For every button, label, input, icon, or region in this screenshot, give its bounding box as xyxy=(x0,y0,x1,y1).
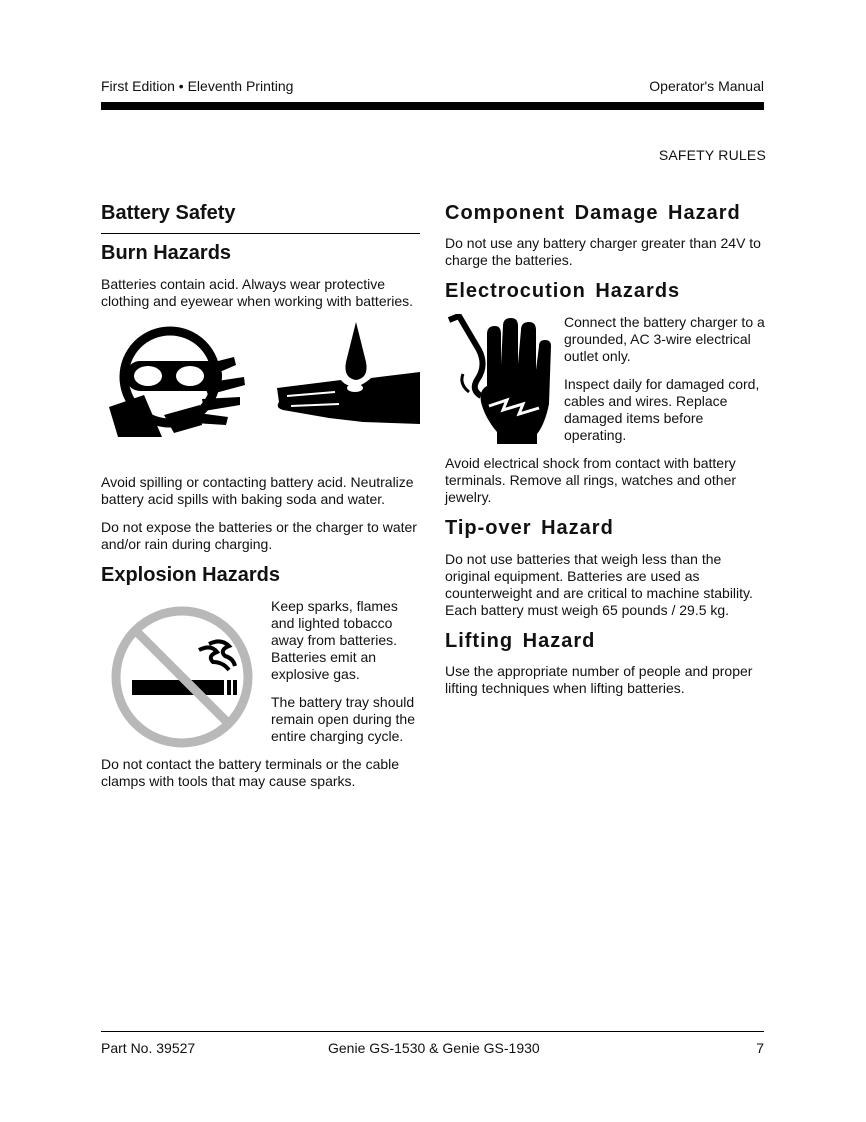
burn-paragraph-2 xyxy=(101,519,421,553)
burn-hazards-heading: Burn Hazards xyxy=(101,242,232,264)
acid-drop-hand-icon xyxy=(277,322,422,427)
lifting-body xyxy=(445,663,767,697)
explosion-side-1 xyxy=(271,598,421,683)
component-damage-body xyxy=(445,235,767,269)
tipover-text: Do not use batteries that weigh less than the original equipment. Batteries are used as counterweight and are critical to machine stability. Each battery must weigh 65 pounds / 29.5 kg. xyxy=(445,551,753,618)
explosion-side-1-text: Keep sparks, flames and lighted tobacco away from batteries. Batteries emit an explosive gas. xyxy=(271,598,398,682)
section-tag: SAFETY RULES xyxy=(658,147,766,163)
battery-safety-title-block xyxy=(101,202,421,234)
header-rule xyxy=(101,102,764,110)
tipover-section xyxy=(445,517,767,540)
electrocution-side-2 xyxy=(564,376,768,444)
explosion-side-2-text: The battery tray should remain open during the entire charging cycle. xyxy=(271,694,415,744)
electrocution-side-1 xyxy=(564,314,768,365)
electrocution-paragraph-1-text: Avoid electrical shock from contact with battery terminals. Remove all rings, watches and other jewelry. xyxy=(445,455,737,505)
electrocution-heading: Electrocution Hazards xyxy=(445,280,681,302)
explosion-side-2 xyxy=(271,694,421,745)
burn-paragraph-1-text: Avoid spilling or contacting battery acid. Neutralize battery acid spills with baking soda and water. xyxy=(101,474,414,507)
burn-paragraph-1 xyxy=(101,474,421,508)
electric-shock-hand-icon xyxy=(445,314,553,444)
header-manual-title: Operator's Manual xyxy=(649,78,764,94)
lifting-section xyxy=(445,630,767,653)
footer-page-number: 7 xyxy=(756,1040,764,1056)
explosion-hazards-heading: Explosion Hazards xyxy=(101,564,280,586)
explosion-paragraph-1 xyxy=(101,756,421,790)
explosion-hazards-section xyxy=(101,564,421,587)
battery-safety-title: Battery Safety xyxy=(101,202,420,234)
protective-goggles-icon xyxy=(104,325,249,437)
electrocution-paragraph-1 xyxy=(445,455,767,506)
tipover-body xyxy=(445,551,767,619)
component-damage-section xyxy=(445,202,767,225)
header-edition: First Edition • Eleventh Printing xyxy=(101,78,294,94)
electrocution-section xyxy=(445,280,767,303)
explosion-paragraph-1-text: Do not contact the battery terminals or the cable clamps with tools that may cause sparks. xyxy=(101,756,400,789)
component-damage-text: Do not use any battery charger greater than 24V to charge the batteries. xyxy=(445,235,761,268)
lifting-text: Use the appropriate number of people and proper lifting techniques when lifting batteries. xyxy=(445,663,753,696)
footer-model: Genie GS-1530 & Genie GS-1930 xyxy=(328,1040,540,1056)
burn-paragraph-2-text: Do not expose the batteries or the charger to water and/or rain during charging. xyxy=(101,519,417,552)
burn-intro xyxy=(101,276,421,310)
electrocution-side-2-text: Inspect daily for damaged cord, cables and wires. Replace damaged items before operating. xyxy=(564,376,760,443)
burn-intro-text: Batteries contain acid. Always wear protective clothing and eyewear when working with batteries. xyxy=(101,276,414,309)
no-smoking-icon xyxy=(109,604,255,750)
component-damage-heading: Component Damage Hazard xyxy=(445,202,741,224)
electrocution-side-1-text: Connect the battery charger to a grounded, AC 3-wire electrical outlet only. xyxy=(564,314,765,364)
footer-rule xyxy=(101,1031,764,1032)
lifting-heading: Lifting Hazard xyxy=(445,630,596,652)
tipover-heading: Tip-over Hazard xyxy=(445,517,614,539)
footer-part-number: Part No. 39527 xyxy=(101,1040,196,1056)
burn-hazards-section xyxy=(101,242,421,265)
